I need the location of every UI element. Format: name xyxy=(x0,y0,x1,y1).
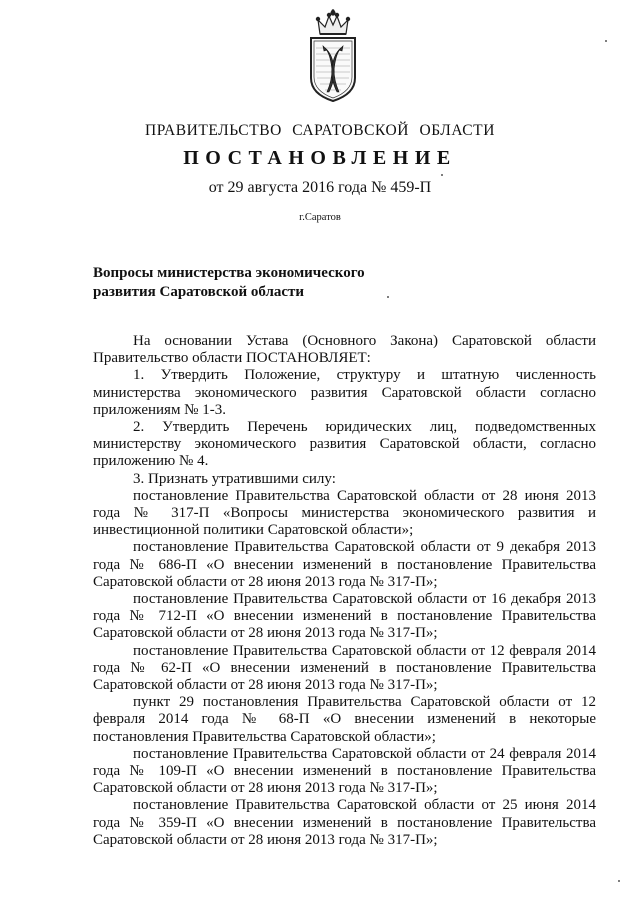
repealed-act-359: постановление Правительства Саратовской области от 25 июня 2014 года № 359-П «О внесении изменений в постановление Правительства Саратовской области от 28 июня 2013 года № 317-П»; xyxy=(93,797,596,848)
document-city: г.Саратов xyxy=(299,212,341,223)
document-type-title: ПОСТАНОВЛЕНИЕ xyxy=(183,147,457,169)
body-paragraph-item-3: 3. Признать утратившими силу: xyxy=(133,470,336,487)
scan-speck xyxy=(387,296,389,298)
saratov-coat-of-arms-icon xyxy=(294,8,372,104)
subject-line-1: Вопросы министерства экономического xyxy=(93,265,365,281)
scan-speck xyxy=(441,174,443,176)
body-paragraph-item-2: 2. Утвердить Перечень юридических лиц, подведомственных министерству экономического развития Саратовской области, согласно приложению № 4. xyxy=(93,419,596,470)
repealed-act-62: постановление Правительства Саратовской области от 12 февраля 2014 года № 62-П «О внесении изменений в постановление Правительства Саратовской области от 28 июня 2013 года № 317-П»; xyxy=(93,642,596,694)
repealed-act-68-item-29: пункт 29 постановления Правительства Саратовской области от 12 февраля 2014 года № 68-П «О внесении изменений в некоторые постановления Правительства Саратовской области»; xyxy=(93,694,596,745)
body-paragraph-preamble: На основании Устава (Основного Закона) Саратовской области Правительство области ПОСТАНОВЛЯЕТ: xyxy=(93,333,596,367)
body-paragraph-item-1: 1. Утвердить Положение, структуру и штатную численность министерства экономического развития Саратовской области согласно приложениям № 1-3. xyxy=(93,367,596,418)
issuing-authority: ПРАВИТЕЛЬСТВО САРАТОВСКОЙ ОБЛАСТИ xyxy=(145,122,495,139)
repealed-act-712: постановление Правительства Саратовской области от 16 декабря 2013 года № 712-П «О внесении изменений в постановление Правительства Саратовской области от 28 июня 2013 года № 317-П»; xyxy=(93,591,596,642)
document-body xyxy=(93,333,596,849)
repealed-act-317: постановление Правительства Саратовской области от 28 июня 2013 года № 317-П «Вопросы министерства экономического развития и инвестиционной политики Саратовской области»; xyxy=(93,487,596,539)
scan-speck xyxy=(605,40,607,42)
subject-line-2: развития Саратовской области xyxy=(93,284,305,300)
document-date-number: от 29 августа 2016 года № 459-П xyxy=(208,179,432,196)
scan-speck xyxy=(618,880,620,882)
repealed-act-686: постановление Правительства Саратовской области от 9 декабря 2013 года № 686-П «О внесении изменений в постановление Правительства Саратовской области от 28 июня 2013 года № 317-П»; xyxy=(93,539,596,590)
document-subject xyxy=(93,264,423,302)
repealed-act-109: постановление Правительства Саратовской области от 24 февраля 2014 года № 109-П «О внесении изменений в постановление Правительства Саратовской области от 28 июня 2013 года № 317-П»; xyxy=(93,745,596,797)
